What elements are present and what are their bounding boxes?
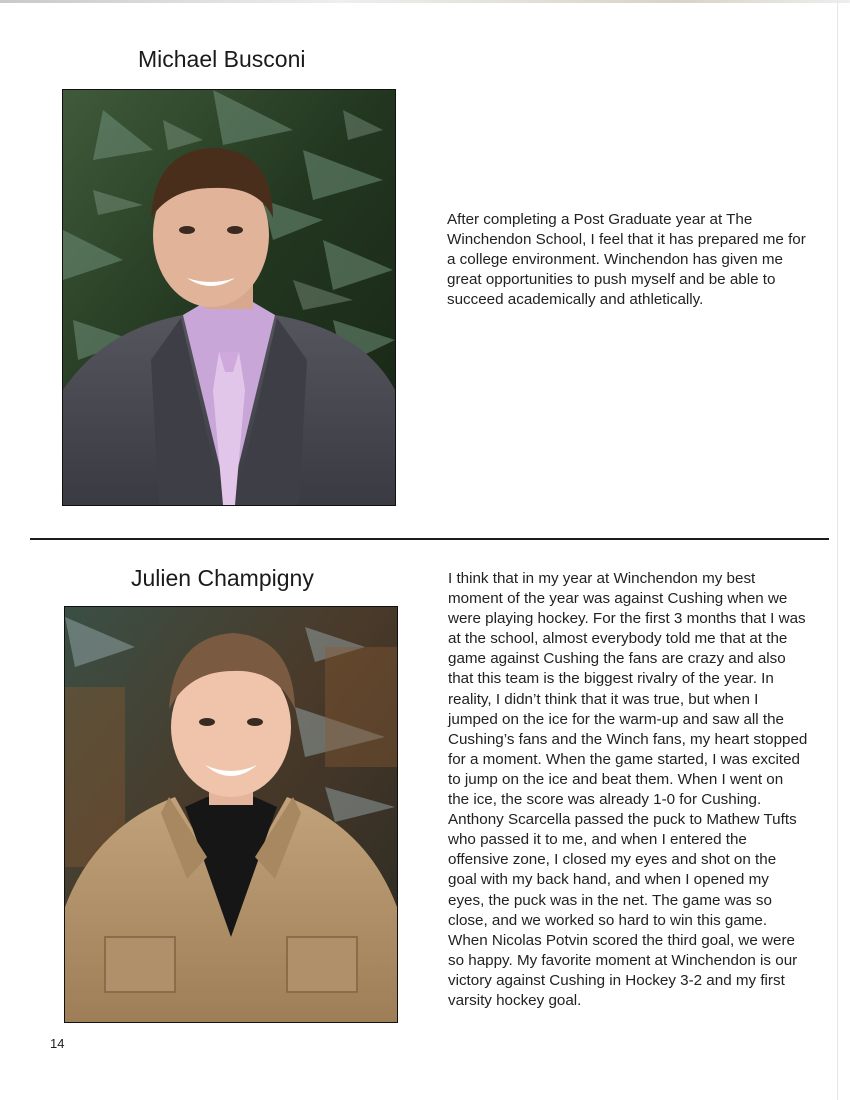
profile-bio-michael: After completing a Post Graduate year at The Winchendon School, I feel that it has prepared me for a college environment. Winchendon has given me great opportunities to push myself and be able to succeed academically and athletically.	[447, 211, 806, 309]
portrait-photo-icon	[65, 607, 397, 1022]
page-right-edge	[837, 0, 838, 1100]
page-top-edge	[0, 0, 850, 3]
section-divider	[30, 538, 829, 540]
page-number: 14	[50, 1036, 65, 1051]
portrait-photo-icon	[63, 90, 395, 505]
profile-name-julien: Julien Champigny	[131, 565, 314, 591]
portrait-photo-michael	[62, 89, 396, 506]
portrait-photo-julien	[64, 606, 398, 1023]
profile-name-michael: Michael Busconi	[138, 46, 306, 72]
profile-bio-julien: I think that in my year at Winchendon my best moment of the year was against Cushing when we were playing hockey. For the first 3 months that I was at the school, almost everybody told me that at the game against Cushing the fans are crazy and also that this team is the biggest rivalry of the year. In reality, I didn’t think that it was true, but when I jumped on the ice for the warm-up and saw all the Cushing’s fans and the Winch fans, my heart stopped for a moment. When the game started, I was excited to jump on the ice and beat them. When I went on the ice, the score was already 1-0 for Cushing. Anthony Scarcella passed the puck to Mathew Tufts who passed it to me, and when I entered the offensive zone, I closed my eyes and shot on the goal with my back hand, and when I opened my eyes, the puck was in the net. The game was so close, and we worked so hard to win this game. When Nicolas Potvin scored the third goal, we were so happy. My favorite moment at Winchendon is our victory against Cushing in Hockey 3-2 and my first varsity hockey goal.	[448, 570, 808, 1009]
